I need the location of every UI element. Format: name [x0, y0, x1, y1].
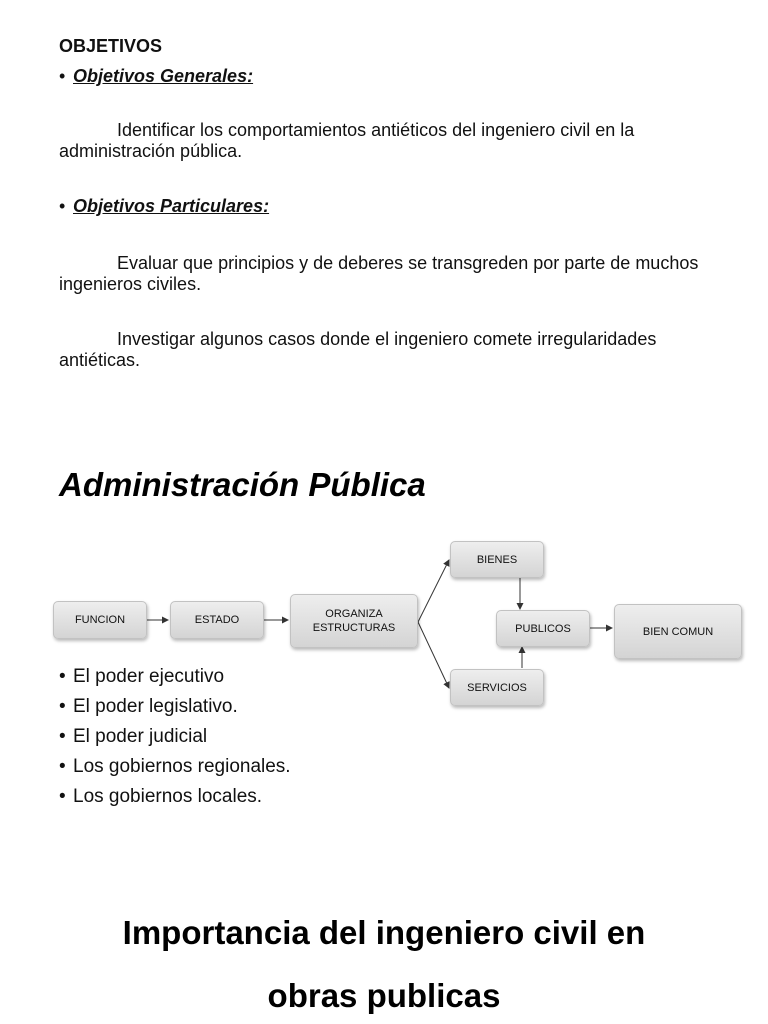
node-organiza-estructuras: [290, 594, 418, 648]
bullet-icon: •: [59, 196, 66, 216]
list-item: • El poder judicial: [59, 722, 291, 752]
objetivos-heading: OBJETIVOS: [59, 36, 163, 56]
arrow-organiza-servicios: [418, 622, 449, 688]
objetivo-general-text: Identificar los comportamientos antiéticos del ingeniero civil en la administración pública.: [59, 120, 635, 161]
node-funcion: FUNCION: [53, 601, 147, 639]
arrow-organiza-bienes: [418, 560, 449, 622]
list-item: • Los gobiernos regionales.: [59, 752, 291, 782]
objetivos-particulares-label: Objetivos Particulares:: [73, 196, 270, 216]
bullet-icon: •: [59, 756, 66, 777]
list-item: • El poder legislativo.: [59, 692, 291, 722]
node-bien-comun: BIEN COMUN: [614, 604, 742, 659]
bullet-icon: •: [59, 696, 66, 717]
list-item: • El poder ejecutivo: [59, 662, 291, 692]
node-organiza-line-2: ESTRUCTURAS: [312, 622, 396, 634]
node-bienes: BIENES: [450, 541, 544, 578]
bullet-icon: •: [59, 786, 66, 807]
node-organiza-line-1: ORGANIZA: [325, 608, 383, 620]
node-estado: ESTADO: [170, 601, 264, 639]
node-publicos: PUBLICOS: [496, 610, 590, 647]
objetivos-generales-label: Objetivos Generales:: [73, 66, 254, 86]
objetivo-particular-text-1: Evaluar que principios y de deberes se transgreden por parte de muchos ingenieros civiles.: [59, 253, 699, 294]
node-servicios: SERVICIOS: [450, 669, 544, 706]
bullet-icon: •: [59, 666, 66, 687]
importancia-title-line-1: Importancia del ingeniero civil en: [122, 914, 646, 951]
bullet-icon: •: [59, 726, 66, 747]
poderes-list: [59, 662, 291, 812]
importancia-title-line-2: obras publicas: [267, 977, 501, 1014]
administracion-publica-title: Administración Pública: [59, 466, 426, 503]
bullet-icon: •: [59, 66, 66, 86]
list-item: • Los gobiernos locales.: [59, 782, 291, 812]
objetivo-particular-text-2: Investigar algunos casos donde el ingeniero comete irregularidades antiéticas.: [59, 329, 657, 370]
